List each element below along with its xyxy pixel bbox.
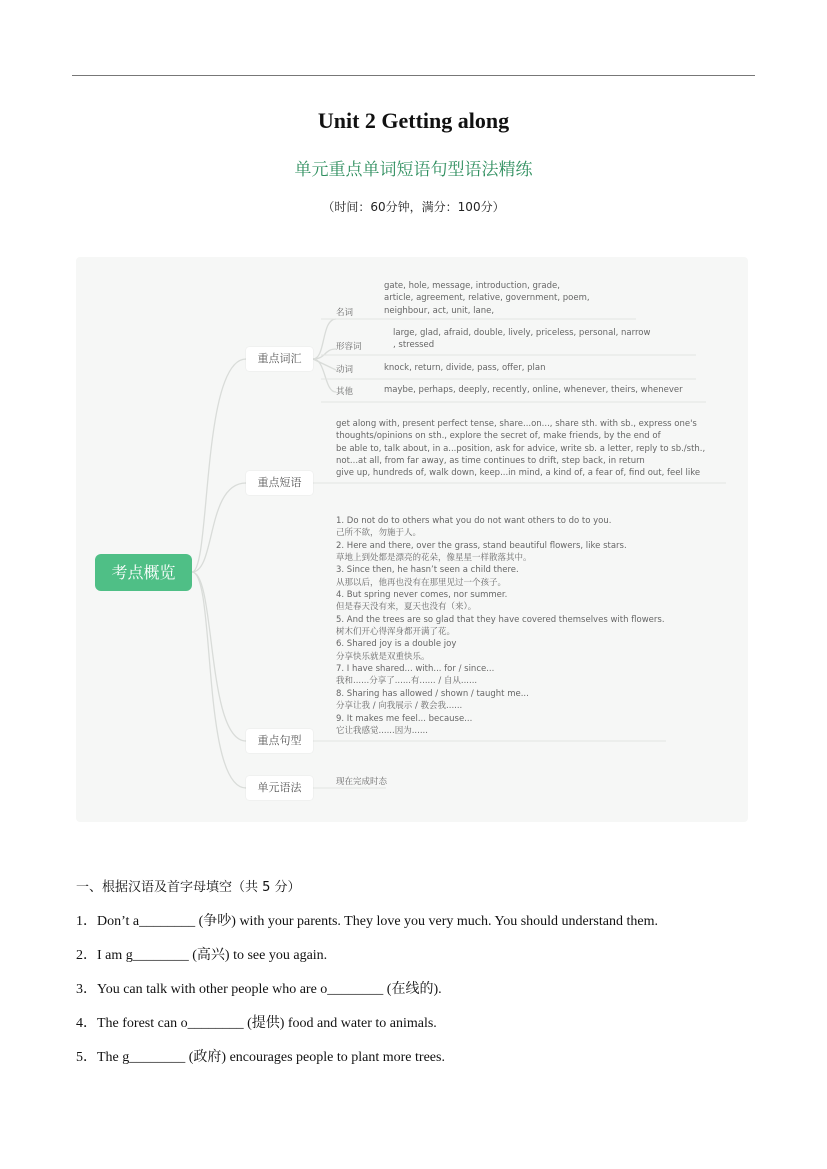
- category-others: 其他: [336, 387, 354, 397]
- branch-vocab: 重点词汇: [246, 347, 313, 371]
- others-list: maybe, perhaps, deeply, recently, online, whenever, theirs, whenever: [384, 385, 683, 395]
- grammar-item: 现在完成时态: [336, 777, 388, 787]
- branch-grammar: 单元语法: [246, 776, 313, 800]
- question-3: 3．You can talk with other people who are o________ (在线的).: [76, 982, 442, 997]
- nouns-list: gate, hole, message, introduction, grade, article, agreement, relative, government, poem, neighbour, act, unit, lane,: [384, 281, 590, 316]
- verbs-list: knock, return, divide, pass, offer, plan: [384, 363, 546, 373]
- question-2: 2．I am g________ (高兴) to see you again.: [76, 948, 328, 963]
- branch-sentences: 重点句型: [246, 729, 313, 753]
- category-nouns: 名词: [336, 308, 354, 318]
- question-5: 5．The g________ (政府) encourages people to plant more trees.: [76, 1050, 445, 1065]
- time-info: （时间：60分钟，满分：100分）: [322, 200, 505, 214]
- branch-phrases: 重点短语: [246, 471, 313, 495]
- page-title: Unit 2 Getting along: [317, 108, 510, 133]
- category-adjectives: 形容词: [336, 342, 362, 352]
- phrases-list: get along with, present perfect tense, share...on..., share sth. with sb., express one's thoughts/opinions on sth., explore the secret of, make friends, by the end of be able to, talk about, in a...position, ask for advice, write sb. a letter, reply to sb./sth., not...at all, from far away, as time continues to drift, step back, in return give up, hundreds of, walk down, keep...in mind, a kind of, a fear of, find out, feel like: [336, 419, 706, 479]
- header-rule: [72, 75, 755, 76]
- mind-map: [76, 257, 748, 822]
- question-4: 4．The forest can o________ (提供) food and water to animals.: [76, 1016, 437, 1031]
- exercise-section-title: 一、根据汉语及首字母填空（共 5 分）: [76, 880, 301, 895]
- sentences-list: 1. Do not do to others what you do not want others to do to you. 己所不欲，勿施于人。 2. Here and there, over the grass, stand beautiful flowers, like stars. 草地上到处都是漂亮的花朵，像星星一样散落其中。 3. Since then, he hasn’t seen a child there. 从那以后，他再也没有在那里见过一个孩子。 4. But spring never comes, nor summer. 但是春天没有来，夏天也没有（来）。 5. And the trees are so glad that they have covered themselves with flowers. 树木们开心得浑身都开满了花。 6. Shared joy is a double joy 分享快乐就是双重快乐。 7. I have shared... with... for / since... 我和......分享了......有...... / 自从...... 8. Sharing has allowed / shown / taught me... 分享让我 / 向我展示 / 教会我...... 9. It makes me feel... because... 它让我感觉......因为......: [336, 516, 665, 736]
- page-subtitle: 单元重点单词短语句型语法精练: [294, 160, 533, 180]
- adjectives-list: large, glad, afraid, double, lively, priceless, personal, narrow , stressed: [393, 328, 651, 351]
- question-1: 1．Don’t a________ (争吵) with your parents. They love you very much. You should understand them.: [76, 914, 658, 929]
- category-verbs: 动词: [336, 365, 354, 375]
- mind-map-root: 考点概览: [95, 554, 192, 591]
